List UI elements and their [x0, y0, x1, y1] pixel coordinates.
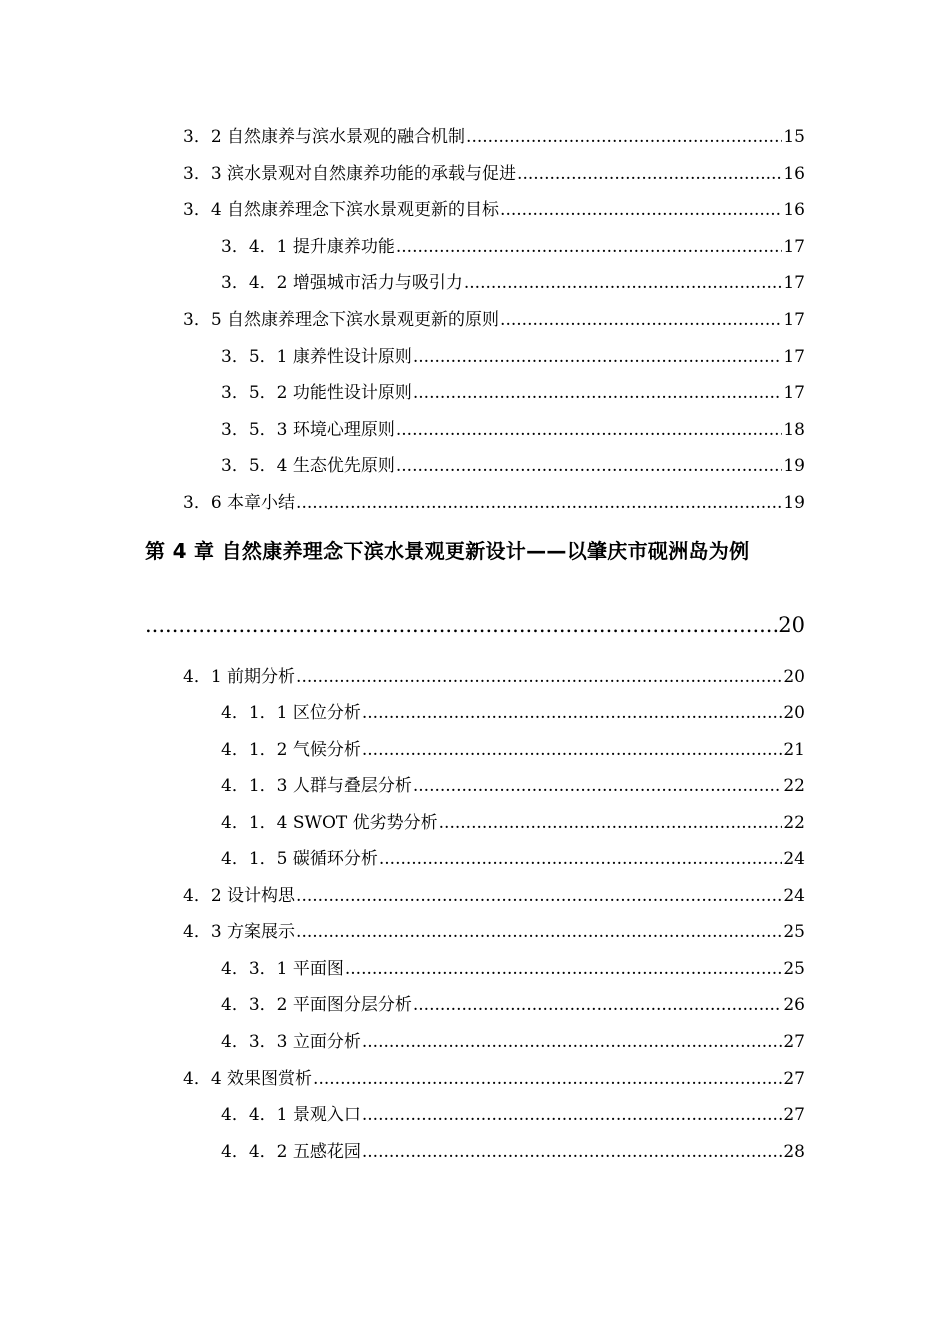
toc-entry-page: 22 [783, 776, 805, 796]
toc-entry-page: 24 [783, 849, 805, 869]
toc-entry[interactable] [221, 1100, 805, 1126]
toc-entry-label: 4．1．1 区位分析 [221, 703, 361, 723]
toc-leader [396, 236, 783, 258]
toc-entry-page: 20 [783, 667, 805, 687]
toc-entry[interactable] [221, 990, 805, 1016]
toc-entry-label: 4．4．1 景观入口 [221, 1105, 361, 1125]
toc-entry-page: 19 [783, 456, 805, 476]
toc-entry-page: 27 [783, 1032, 805, 1052]
toc-entry-label: 4．2 设计构思 [183, 886, 296, 906]
toc-entry-label: 3．3 滨水景观对自然康养功能的承载与促进 [183, 164, 517, 184]
toc-leader [296, 666, 782, 688]
toc-leader [413, 346, 783, 368]
toc-entry-label: 4．1．4 SWOT 优劣势分析 [221, 813, 438, 833]
toc-entry[interactable] [221, 232, 805, 258]
toc-entry-page: 25 [783, 922, 805, 942]
toc-entry-page: 20 [783, 703, 805, 723]
toc-entry-label: 3．4．1 提升康养功能 [221, 237, 395, 257]
toc-leader [413, 994, 783, 1016]
toc-entry[interactable] [221, 735, 805, 761]
toc-entry-page: 24 [783, 886, 805, 906]
toc-entry-label: 3．4．2 增强城市活力与吸引力 [221, 273, 463, 293]
toc-leader [379, 848, 783, 870]
toc-entry-label: 3．4 自然康养理念下滨水景观更新的目标 [183, 200, 500, 220]
toc-entry-page: 27 [783, 1069, 805, 1089]
toc-entry-page: 17 [783, 310, 805, 330]
toc-leader [362, 702, 783, 724]
toc-entry-label: 4．3．3 立面分析 [221, 1032, 361, 1052]
toc-entry-page: 28 [783, 1142, 805, 1162]
toc-entry-page: 26 [783, 995, 805, 1015]
toc-entry[interactable] [183, 662, 805, 688]
toc-entry-label: 4．1．5 碳循环分析 [221, 849, 378, 869]
toc-entry-label: 3．5．3 环境心理原则 [221, 420, 395, 440]
toc-entry[interactable] [221, 771, 805, 797]
toc-entry-label: 3．5 自然康养理念下滨水景观更新的原则 [183, 310, 500, 330]
toc-entry-page: 25 [783, 959, 805, 979]
toc-entry[interactable] [183, 122, 805, 148]
toc-entry[interactable] [183, 1064, 805, 1090]
toc-leader [296, 885, 782, 907]
toc-entry-label: 4．4 效果图赏析 [183, 1069, 313, 1089]
toc-entry-page: 16 [783, 164, 805, 184]
toc-entry-page: 17 [783, 347, 805, 367]
toc-entry-page: 22 [783, 813, 805, 833]
toc-leader [296, 492, 782, 514]
toc-entry-label: 4．4．2 五感花园 [221, 1142, 361, 1162]
toc-leader [362, 1104, 783, 1126]
chapter-4-title[interactable]: 第 4 章 自然康养理念下滨水景观更新设计——以肇庆市砚洲岛为例 [145, 539, 750, 563]
toc-entry-label: 3．2 自然康养与滨水景观的融合机制 [183, 127, 466, 147]
toc-entry[interactable] [221, 415, 805, 441]
toc-leader [413, 382, 783, 404]
toc-entry-page: 15 [783, 127, 805, 147]
toc-entry-page: 17 [783, 273, 805, 293]
toc-entry-label: 3．6 本章小结 [183, 493, 296, 513]
toc-entry[interactable] [221, 1027, 805, 1053]
toc-entry[interactable] [183, 305, 805, 331]
toc-leader [145, 612, 778, 638]
toc-entry[interactable] [183, 488, 805, 514]
toc-leader [362, 1141, 783, 1163]
toc-leader [466, 126, 782, 148]
toc-entry-label: 4．3 方案展示 [183, 922, 296, 942]
toc-entry[interactable] [221, 808, 805, 834]
toc-entry[interactable] [183, 881, 805, 907]
toc-leader [500, 199, 782, 221]
toc-entry-label: 4．1．2 气候分析 [221, 740, 361, 760]
toc-entry[interactable] [183, 917, 805, 943]
toc-entry[interactable] [221, 451, 805, 477]
toc-leader [517, 163, 782, 185]
toc-leader [345, 958, 783, 980]
toc-entry-label: 4．1．3 人群与叠层分析 [221, 776, 412, 796]
toc-entry-page: 16 [783, 200, 805, 220]
toc-entry[interactable] [183, 159, 805, 185]
toc-leader [413, 775, 783, 797]
toc-leader [500, 309, 782, 331]
toc-entry-label: 3．5．1 康养性设计原则 [221, 347, 412, 367]
chapter-4-leader-line[interactable] [145, 610, 805, 638]
toc-entry-label: 3．5．2 功能性设计原则 [221, 383, 412, 403]
toc-entry[interactable] [221, 378, 805, 404]
toc-entry[interactable] [221, 342, 805, 368]
toc-leader [464, 272, 783, 294]
toc-entry-label: 4．1 前期分析 [183, 667, 296, 687]
toc-entry-page: 21 [783, 740, 805, 760]
toc-leader [313, 1068, 782, 1090]
toc-leader [362, 1031, 783, 1053]
toc-leader [362, 739, 783, 761]
toc-entry-page: 27 [783, 1105, 805, 1125]
toc-entry[interactable] [221, 954, 805, 980]
toc-entry[interactable] [221, 1137, 805, 1163]
chapter-4-page: 20 [778, 613, 805, 637]
toc-entry-page: 17 [783, 237, 805, 257]
toc-leader [439, 812, 783, 834]
toc-leader [396, 419, 783, 441]
toc-entry-label: 4．3．2 平面图分层分析 [221, 995, 412, 1015]
toc-entry-page: 17 [783, 383, 805, 403]
toc-entry-page: 18 [783, 420, 805, 440]
toc-entry-label: 4．3．1 平面图 [221, 959, 344, 979]
toc-entry[interactable] [221, 698, 805, 724]
toc-entry-page: 19 [783, 493, 805, 513]
toc-entry[interactable] [221, 268, 805, 294]
toc-leader [296, 921, 782, 943]
toc-entry[interactable] [221, 844, 805, 870]
toc-leader [396, 455, 783, 477]
toc-entry[interactable] [183, 195, 805, 221]
toc-entry-label: 3．5．4 生态优先原则 [221, 456, 395, 476]
